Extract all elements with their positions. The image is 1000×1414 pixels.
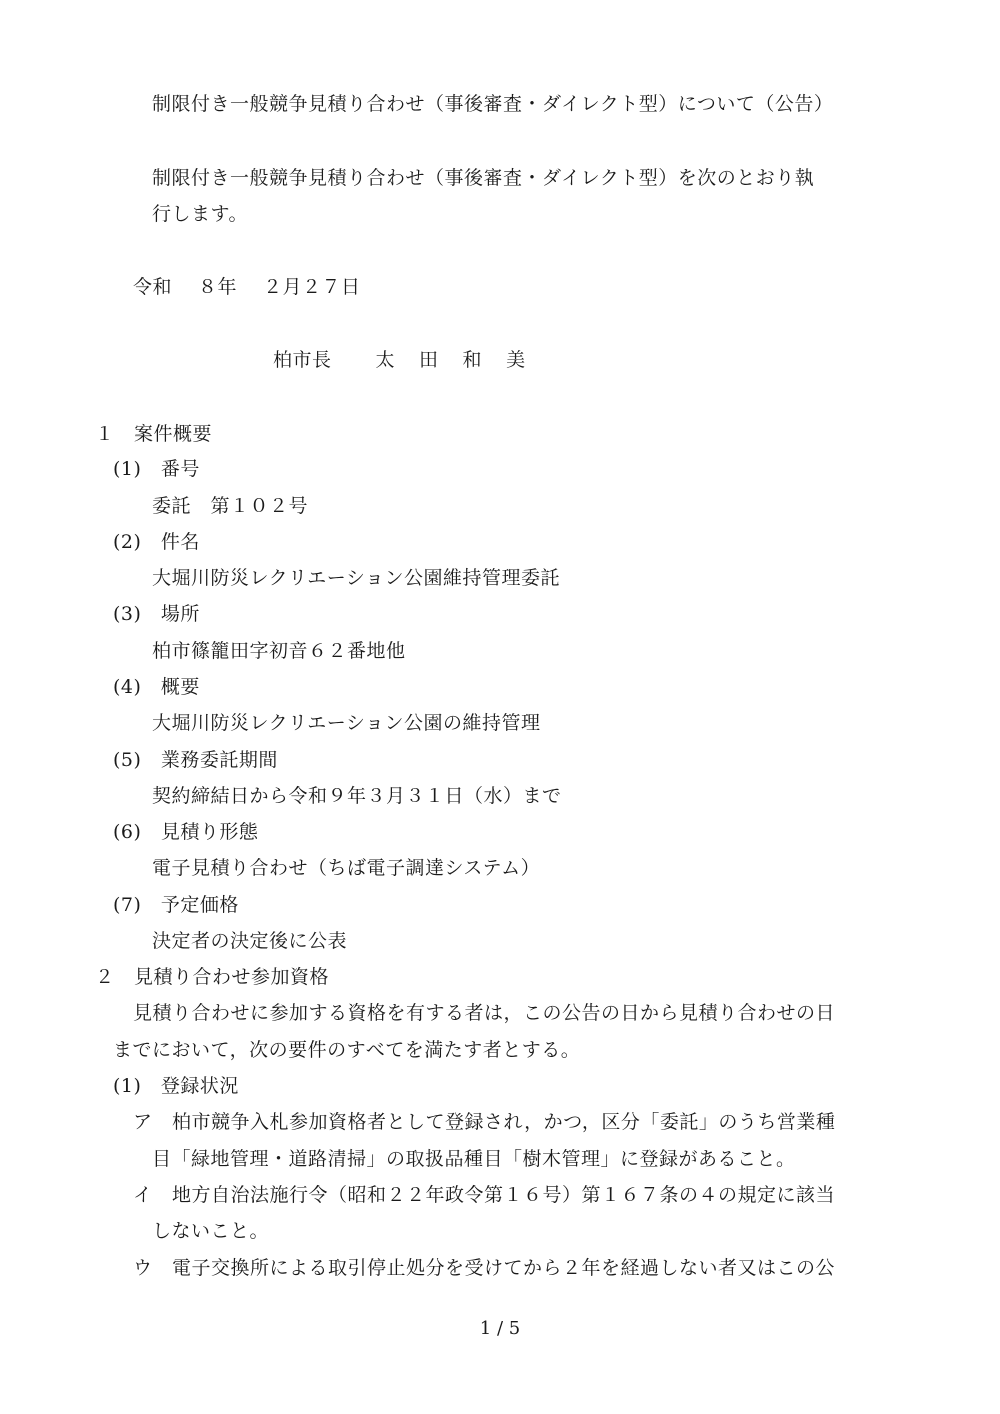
item-label: (1) 番号 xyxy=(113,458,200,480)
signer-surname-2: 田 xyxy=(419,349,439,371)
item-value: 柏市篠籠田字初音６２番地他 xyxy=(152,640,406,662)
signer-given-1: 和 xyxy=(462,349,483,371)
notice-title: 制限付き一般競争見積り合わせ（事後審査・ダイレクト型）について（公告） xyxy=(152,93,834,115)
item-value: 大堀川防災レクリエーション公園の維持管理 xyxy=(152,712,541,734)
item-label: (7) 予定価格 xyxy=(113,894,239,916)
page-number: 1 / 5 xyxy=(479,1318,521,1339)
date-monthday: ２月２７日 xyxy=(263,276,361,298)
item-value: 決定者の決定後に公表 xyxy=(152,930,348,952)
item-value: 電子見積り合わせ（ちば電子調達システム） xyxy=(152,857,541,879)
signer-given-2: 美 xyxy=(506,349,526,371)
section1-heading: １ 案件概要 xyxy=(95,423,213,445)
requirement-a-line-1: ア 柏市競争入札参加資格者として登録され，かつ，区分「委託」のうち営業種 xyxy=(133,1111,836,1133)
section2-paragraph-1: 見積り合わせに参加する資格を有する者は，この公告の日から見積り合わせの日 xyxy=(133,1002,836,1024)
requirement-a-line-2: 目「緑地管理・道路清掃」の取扱品種目「樹木管理」に登録があること。 xyxy=(152,1148,796,1170)
date-era: 令和 xyxy=(133,276,173,298)
item-label: (2) 件名 xyxy=(113,531,200,553)
section2-paragraph-2: までにおいて，次の要件のすべてを満たす者とする。 xyxy=(113,1039,581,1061)
item-value: 委託 第１０２号 xyxy=(152,495,309,517)
signer-title: 柏市長 xyxy=(273,349,332,371)
subsection-label: (1) 登録状況 xyxy=(113,1075,239,1097)
item-value: 大堀川防災レクリエーション公園維持管理委託 xyxy=(152,567,560,589)
intro-line-2: 行します。 xyxy=(152,203,248,225)
date-year: ８年 xyxy=(198,276,238,298)
item-label: (6) 見積り形態 xyxy=(113,821,259,843)
intro-line-1: 制限付き一般競争見積り合わせ（事後審査・ダイレクト型）を次のとおり執 xyxy=(152,167,815,189)
item-label: (5) 業務委託期間 xyxy=(113,749,278,771)
signer-surname-1: 太 xyxy=(375,349,396,371)
requirement-i-line-1: イ 地方自治法施行令（昭和２２年政令第１６号）第１６７条の４の規定に該当 xyxy=(133,1184,836,1206)
requirement-u-line-1: ウ 電子交換所による取引停止処分を受けてから２年を経過しない者又はこの公 xyxy=(133,1257,836,1279)
notice-date xyxy=(133,278,361,297)
requirement-i-line-2: しないこと。 xyxy=(152,1220,270,1242)
signer xyxy=(273,351,526,370)
item-label: (4) 概要 xyxy=(113,676,200,698)
section2-heading: ２ 見積り合わせ参加資格 xyxy=(95,966,330,988)
item-label: (3) 場所 xyxy=(113,603,200,625)
item-value: 契約締結日から令和９年３月３１日（水）まで xyxy=(152,785,562,807)
